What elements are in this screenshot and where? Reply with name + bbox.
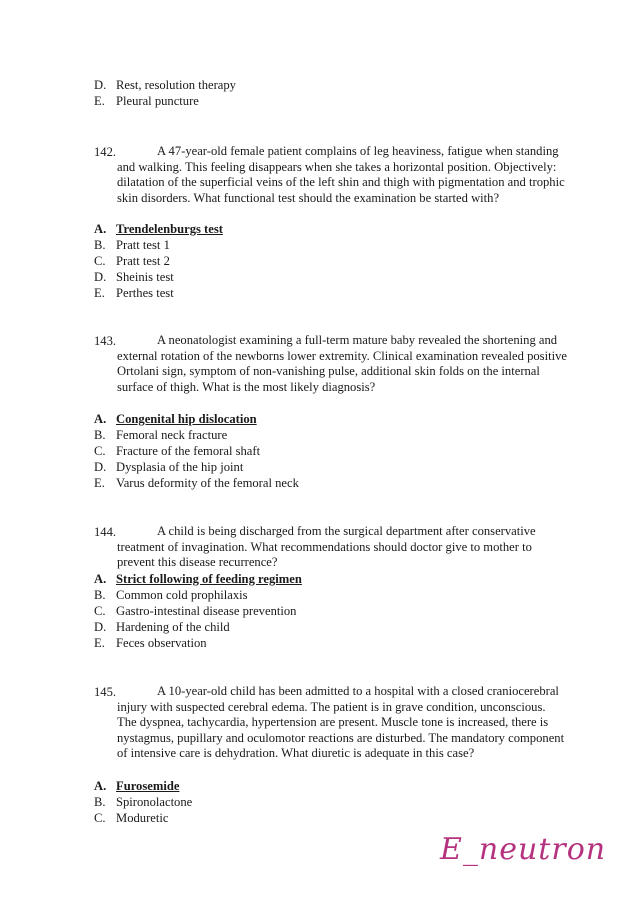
option-d: D. Hardening of the child	[94, 620, 230, 634]
question-text: A neonatologist examining a full-term mature baby revealed the shortening and external rotation of the newborns lower extremity. Clinical examination revealed positive Ortolani sign, symptom of non-vanishing pulse, additional skin folds on the internal surface of thigh. What is the most likely diagnosis?	[117, 333, 567, 394]
option-e: E. Pleural puncture	[94, 94, 199, 108]
option-c: C. Pratt test 2	[94, 254, 170, 268]
option-c: C. Gastro-intestinal disease prevention	[94, 604, 297, 618]
e-neutron-logo: E_neutron	[440, 832, 607, 867]
option-e: E. Perthes test	[94, 286, 174, 300]
option-a-correct: A. Congenital hip dislocation	[94, 412, 257, 426]
question-number: 142.	[94, 145, 117, 159]
option-a-correct: A. Strict following of feeding regimen	[94, 572, 302, 586]
option-a-correct: A. Furosemide	[94, 779, 180, 793]
question-text: A 47-year-old female patient complains of leg heaviness, fatigue when standing and walking. This feeling disappears when she takes a horizontal position. Objectively: dilatation of the superficial veins of the left shin and thigh with pigmentation and trophic skin disorders. What functional test should the examination be started with?	[117, 144, 565, 205]
question-number: 145.	[94, 685, 117, 699]
option-d: D. Rest, resolution therapy	[94, 78, 236, 92]
option-a-correct: A. Trendelenburgs test	[94, 222, 223, 236]
option-c: C. Fracture of the femoral shaft	[94, 444, 261, 458]
option-e: E. Varus deformity of the femoral neck	[94, 476, 299, 490]
option-e: E. Feces observation	[94, 636, 207, 650]
question-text: A child is being discharged from the surgical department after conservative treatment of invagination. What recommendations should doctor give to mother to prevent this disease recurrence?	[117, 524, 536, 569]
option-d: D. Dysplasia of the hip joint	[94, 460, 244, 474]
option-c: C. Moduretic	[94, 811, 169, 825]
question-number: 144.	[94, 525, 117, 539]
question-number: 143.	[94, 334, 117, 348]
option-b: B. Femoral neck fracture	[94, 428, 228, 442]
option-b: B. Spironolactone	[94, 795, 193, 809]
option-b: B. Common cold prophilaxis	[94, 588, 248, 602]
question-text: A 10-year-old child has been admitted to a hospital with a closed craniocerebral injury with suspected cerebral edema. The patient is in grave condition, unconscious. The dyspnea, tachycardia, hypertension are present. Muscle tone is increased, there is nystagmus, pupillary and oculomotor reactions are disturbed. The mandatory component of intensive care is dehydration. What diuretic is adequate in this case?	[117, 684, 565, 760]
option-d: D. Sheinis test	[94, 270, 174, 284]
option-b: B. Pratt test 1	[94, 238, 170, 252]
